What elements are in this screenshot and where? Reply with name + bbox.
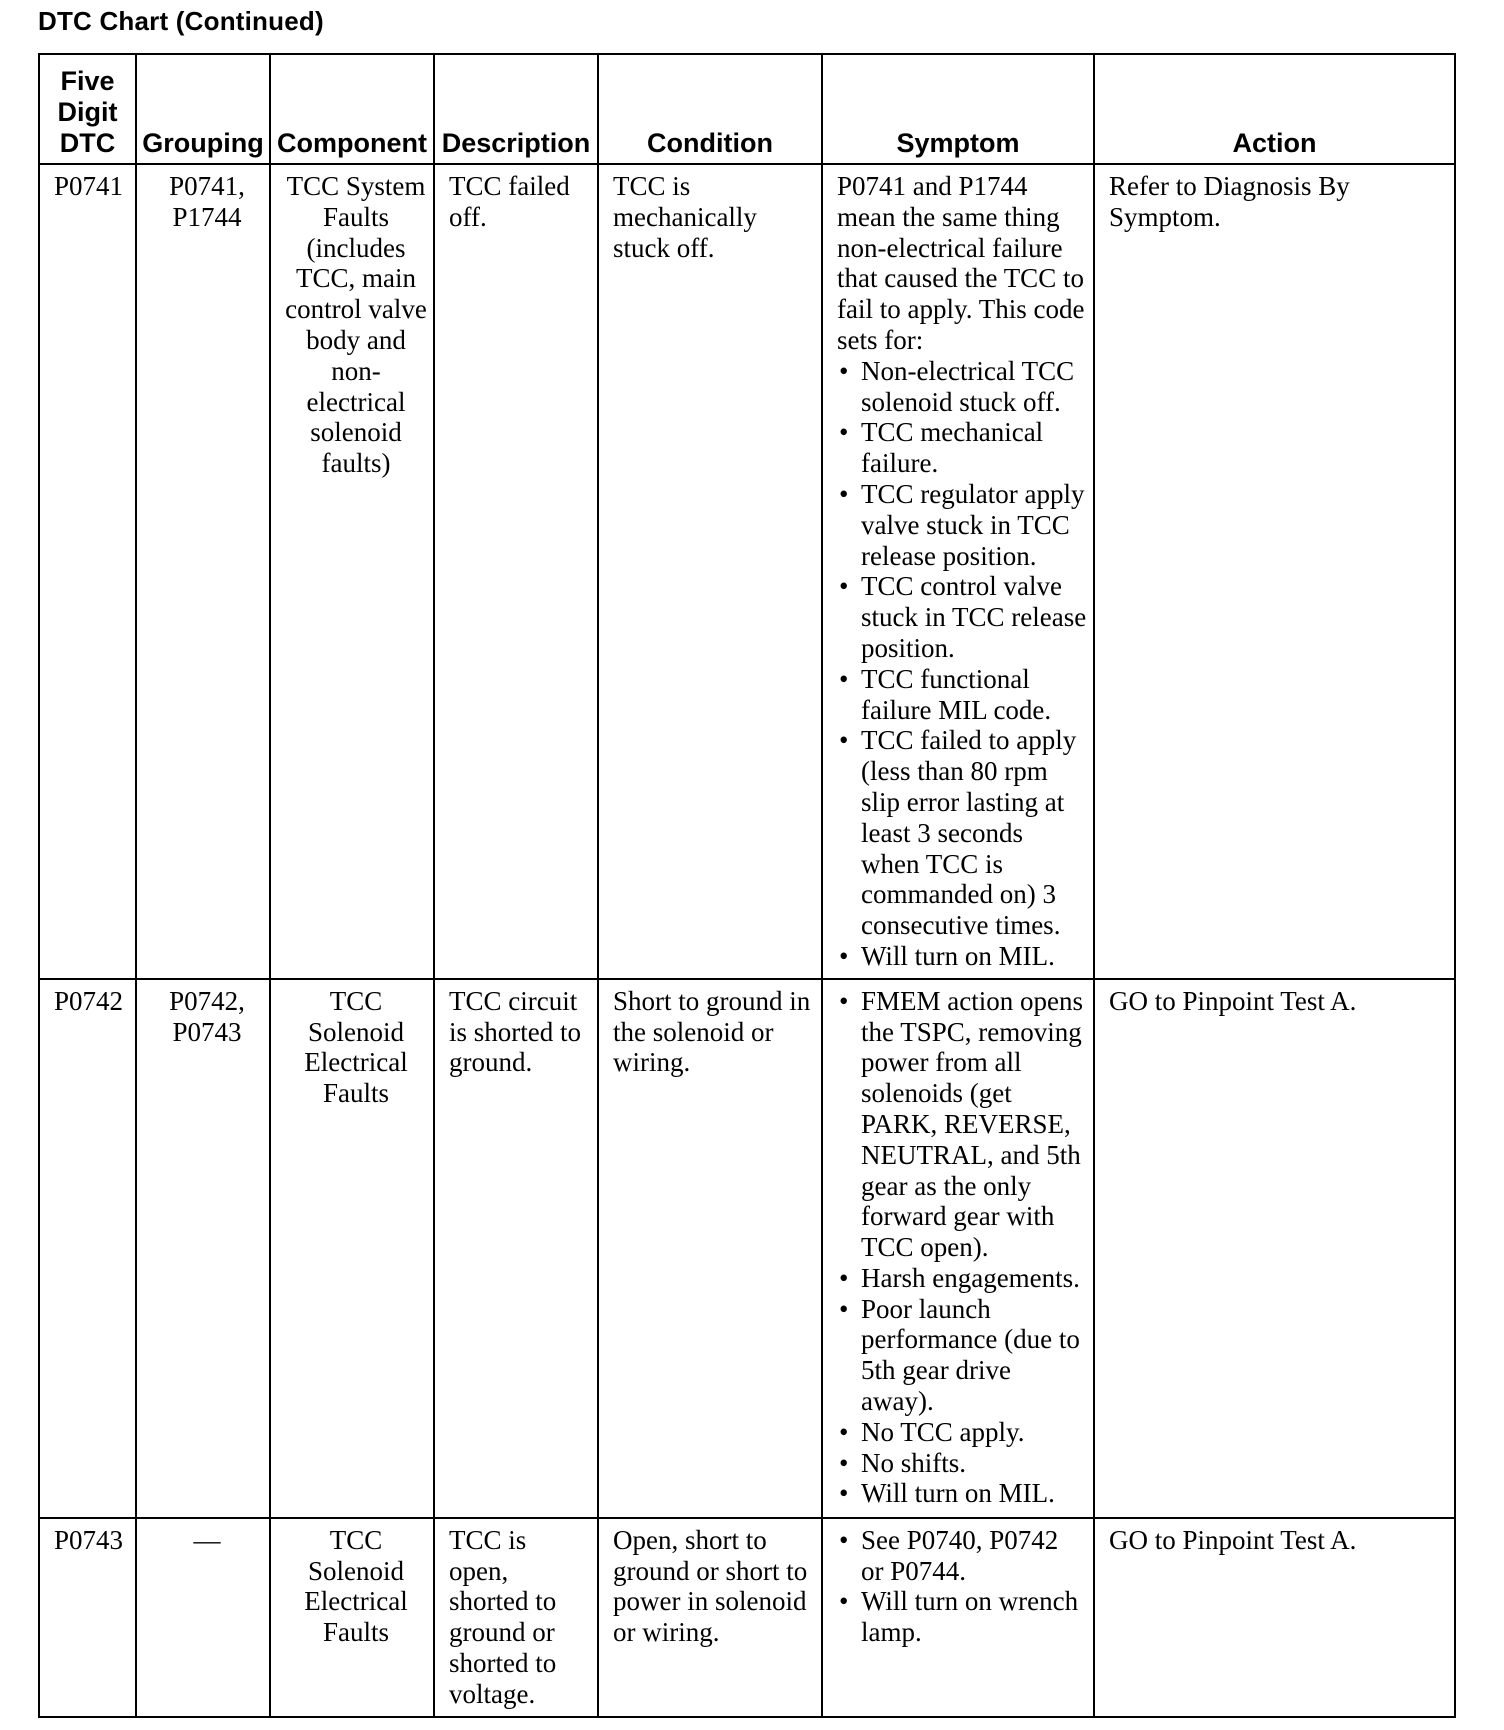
condition-cell: Open, short to ground or short to power in solenoid or wiring. xyxy=(598,1518,822,1717)
header-grouping: Grouping xyxy=(136,54,270,164)
action-cell: Refer to Diagnosis By Symptom. xyxy=(1094,164,1455,979)
dtc-code-cell: P0743 xyxy=(39,1518,136,1717)
symptom-item: • FMEM action opens the TSPC, removing power from all solenoids (get PARK, REVERSE, NEUTRAL, and 5th gear as the only forward gear with TCC open). xyxy=(837,986,1087,1263)
header-five-digit-dtc xyxy=(39,54,136,164)
header-dtc-line: Five xyxy=(60,66,115,96)
action-cell: GO to Pinpoint Test A. xyxy=(1094,1518,1455,1717)
dtc-code-cell: P0742 xyxy=(39,979,136,1518)
symptom-cell xyxy=(822,164,1094,979)
symptom-list xyxy=(837,356,1087,972)
symptom-item: • Harsh engagements. xyxy=(837,1263,1087,1294)
grouping-code: P0741, xyxy=(169,171,245,201)
symptom-item: • TCC functional failure MIL code. xyxy=(837,664,1087,726)
header-description: Description xyxy=(434,54,598,164)
symptom-item: • Will turn on MIL. xyxy=(837,941,1087,972)
symptom-item: • TCC regulator apply valve stuck in TCC release position. xyxy=(837,479,1087,571)
symptom-item: • TCC mechanical failure. xyxy=(837,417,1087,479)
header-dtc-line: DTC xyxy=(59,128,116,158)
description-cell: TCC failed off. xyxy=(434,164,598,979)
symptom-item: • TCC control valve stuck in TCC release position. xyxy=(837,571,1087,663)
symptom-item: • No TCC apply. xyxy=(837,1417,1087,1448)
table-row xyxy=(39,1518,1455,1717)
symptom-list xyxy=(837,986,1087,1510)
header-dtc-line: Digit xyxy=(57,97,118,127)
component-cell: TCC System Faults (includes TCC, main control valve body and non-electrical solenoid faults) xyxy=(270,164,434,979)
grouping-code: P0743 xyxy=(172,1016,242,1047)
header-condition: Condition xyxy=(598,54,822,164)
symptom-item: • Poor launch performance (due to 5th gear drive away). xyxy=(837,1294,1087,1417)
header-symptom: Symptom xyxy=(822,54,1094,164)
component-cell: TCC Solenoid Electrical Faults xyxy=(270,1518,434,1717)
grouping-code: — xyxy=(193,1524,221,1555)
grouping-code: P1744 xyxy=(172,201,242,232)
symptom-cell xyxy=(822,979,1094,1518)
dtc-code-cell: P0741 xyxy=(39,164,136,979)
symptom-item: • Non-electrical TCC solenoid stuck off. xyxy=(837,356,1087,418)
symptom-item: • TCC failed to apply (less than 80 rpm slip error lasting at least 3 seconds when TCC is commanded on) 3 consecutive times. xyxy=(837,725,1087,941)
grouping-cell xyxy=(136,1518,270,1717)
symptom-item: • Will turn on MIL. xyxy=(837,1478,1087,1509)
description-cell: TCC circuit is shorted to ground. xyxy=(434,979,598,1518)
condition-cell: TCC is mechanically stuck off. xyxy=(598,164,822,979)
symptom-cell xyxy=(822,1518,1094,1717)
table-row xyxy=(39,164,1455,979)
symptom-item: • See P0740, P0742 or P0744. xyxy=(837,1525,1087,1587)
symptom-item: • Will turn on wrench lamp. xyxy=(837,1586,1087,1648)
table-row xyxy=(39,979,1455,1518)
condition-cell: Short to ground in the solenoid or wiring. xyxy=(598,979,822,1518)
symptom-item: • No shifts. xyxy=(837,1448,1087,1479)
page-title: DTC Chart (Continued) xyxy=(38,6,324,36)
action-cell: GO to Pinpoint Test A. xyxy=(1094,979,1455,1518)
grouping-code: P0742, xyxy=(169,985,245,1016)
grouping-cell xyxy=(136,979,270,1518)
header-action: Action xyxy=(1094,54,1455,164)
grouping-cell xyxy=(136,164,270,979)
description-cell: TCC is open, shorted to ground or shorted to voltage. xyxy=(434,1518,598,1717)
symptom-text: P0741 and P1744 mean the same thing non-electrical failure that caused the TCC to fail to apply. This code sets for: xyxy=(837,171,1085,355)
dtc-table xyxy=(38,53,1456,1718)
header-row xyxy=(39,54,1455,164)
header-component: Component xyxy=(270,54,434,164)
symptom-list xyxy=(837,1525,1087,1648)
component-cell: TCC Solenoid Electrical Faults xyxy=(270,979,434,1518)
